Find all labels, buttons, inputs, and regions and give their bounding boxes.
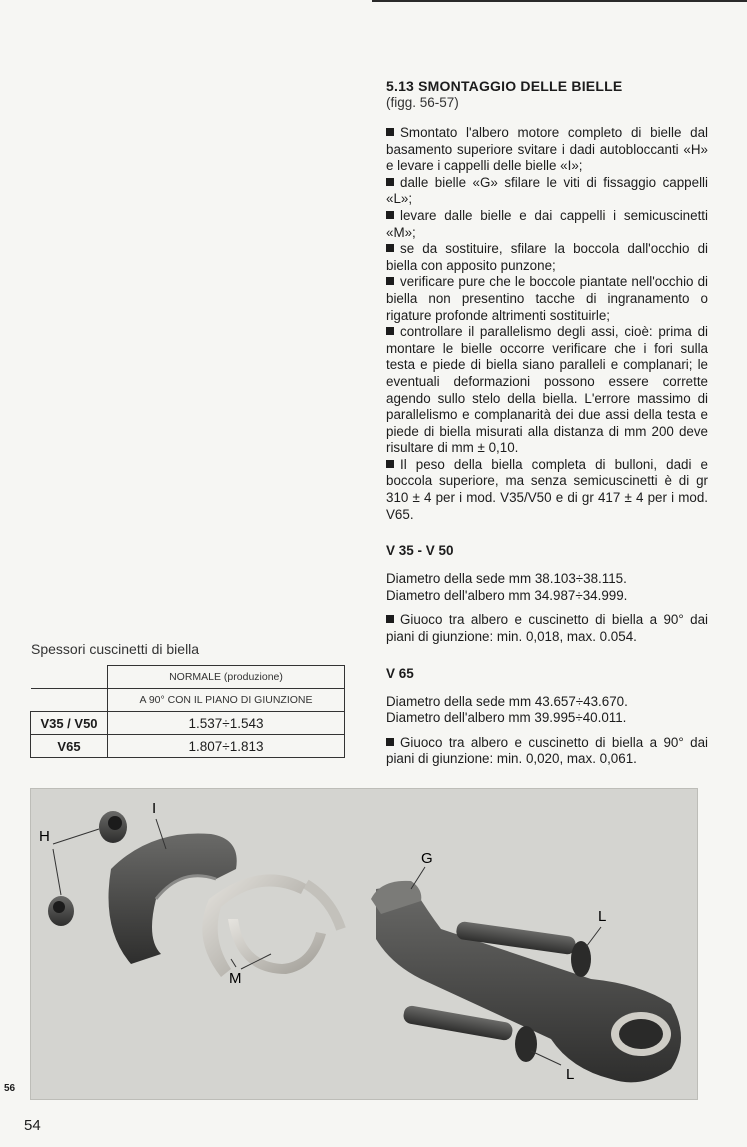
bullet-square-icon [386, 128, 394, 136]
v65-giuoco: Giuoco tra albero e cuscinetto di biella a 90° dai piani di giunzione: min. 0,020, max. 0,061. [386, 734, 708, 767]
v65-sede: Diametro della sede mm 43.657÷43.670. [386, 693, 628, 709]
section-title: 5.13 SMONTAGGIO DELLE BIELLE [386, 78, 623, 94]
connecting-rod-photo [30, 788, 698, 1100]
row-label-v35-v50: V35 / V50 [31, 712, 108, 735]
paragraph-4: se da sostituire, sfilare la boccola dall'occhio di biella con apposito punzone; [386, 241, 708, 273]
spessori-title: Spessori cuscinetti di biella [31, 641, 200, 657]
page-number: 54 [24, 1117, 41, 1134]
paragraph-7: Il peso della biella completa di bulloni, dadi e boccola superiore, ma senza semicuscinetti è di gr 310 ± 4 per i mod. V35/V50 e di gr 417 ± 4 per i mod. V65. [386, 456, 708, 522]
row-value-v65: 1.807÷1.813 [108, 735, 345, 758]
label-l-top: L [598, 908, 607, 925]
row-label-v65: V65 [31, 735, 108, 758]
spessori-table [30, 665, 345, 758]
paragraph-1: Smontato l'albero motore completo di bielle dal basamento superiore svitare i dadi autobloccanti «H» e levare i cappelli delle bielle «I»; [386, 125, 708, 174]
top-rule [372, 0, 747, 2]
bullet-square-icon [386, 738, 394, 746]
section-subtitle: (figg. 56-57) [386, 95, 459, 110]
connecting-rod-illustration [31, 789, 697, 1099]
v35-giuoco: Giuoco tra albero e cuscinetto di biella a 90° dai piani di giunzione: min. 0,018, max. 0.054. [386, 612, 708, 645]
row-value-v35-v50: 1.537÷1.543 [108, 712, 345, 735]
paragraph-5: verificare pure che le boccole piantate nell'occhio di biella non presentino tacche di ingranamento o rigature profonde altrimenti sostituirle; [386, 274, 708, 323]
label-g: G [421, 850, 433, 867]
table-row [31, 712, 345, 735]
paragraph-6: controllare il parallelismo degli assi, cioè: prima di montare le bielle occorre verificare che i fori sulla testa e piede di biella siano paralleli e complanari; le eventuali deformazioni possono essere corrette agendo sullo stelo della biella. L'errore massimo di parallelismo e complanarità dei due assi della testa e piede di biella misurati alla distanza di mm 200 deve risultare di mm ± 0,10. [386, 324, 708, 456]
figure-number: 56 [4, 1083, 16, 1094]
paragraph-3: levare dalle bielle e dai cappelli i semicuscinetti «M»; [386, 207, 708, 240]
table-header-normale: NORMALE (produzione) [108, 666, 345, 689]
bearing-shell-right [228, 919, 326, 974]
v65-albero: Diametro dell'albero mm 39.995÷40.011. [386, 710, 627, 726]
section-5-13 [386, 78, 708, 768]
heading-v65: V 65 [386, 665, 414, 681]
table-row [31, 666, 345, 689]
label-l-bottom: L [566, 1066, 575, 1083]
bullet-square-icon [386, 327, 394, 335]
bullet-square-icon [386, 460, 394, 468]
table-header-90: A 90° CON IL PIANO DI GIUNZIONE [108, 689, 345, 712]
label-i: I [152, 800, 157, 817]
paragraph-2: dalle bielle «G» sfilare le viti di fissaggio cappelli «L»; [386, 174, 708, 207]
label-h: H [39, 828, 50, 845]
bullet-square-icon [386, 277, 394, 285]
label-m: M [229, 970, 242, 987]
bullet-square-icon [386, 178, 394, 186]
heading-v35-v50: V 35 - V 50 [386, 543, 454, 559]
v35-sede: Diametro della sede mm 38.103÷38.115. [386, 571, 627, 587]
bullet-square-icon [386, 615, 394, 623]
bullet-square-icon [386, 244, 394, 252]
table-row [31, 735, 345, 758]
v35-albero: Diametro dell'albero mm 34.987÷34.999. [386, 587, 628, 603]
bullet-square-icon [386, 211, 394, 219]
table-row [31, 689, 345, 712]
